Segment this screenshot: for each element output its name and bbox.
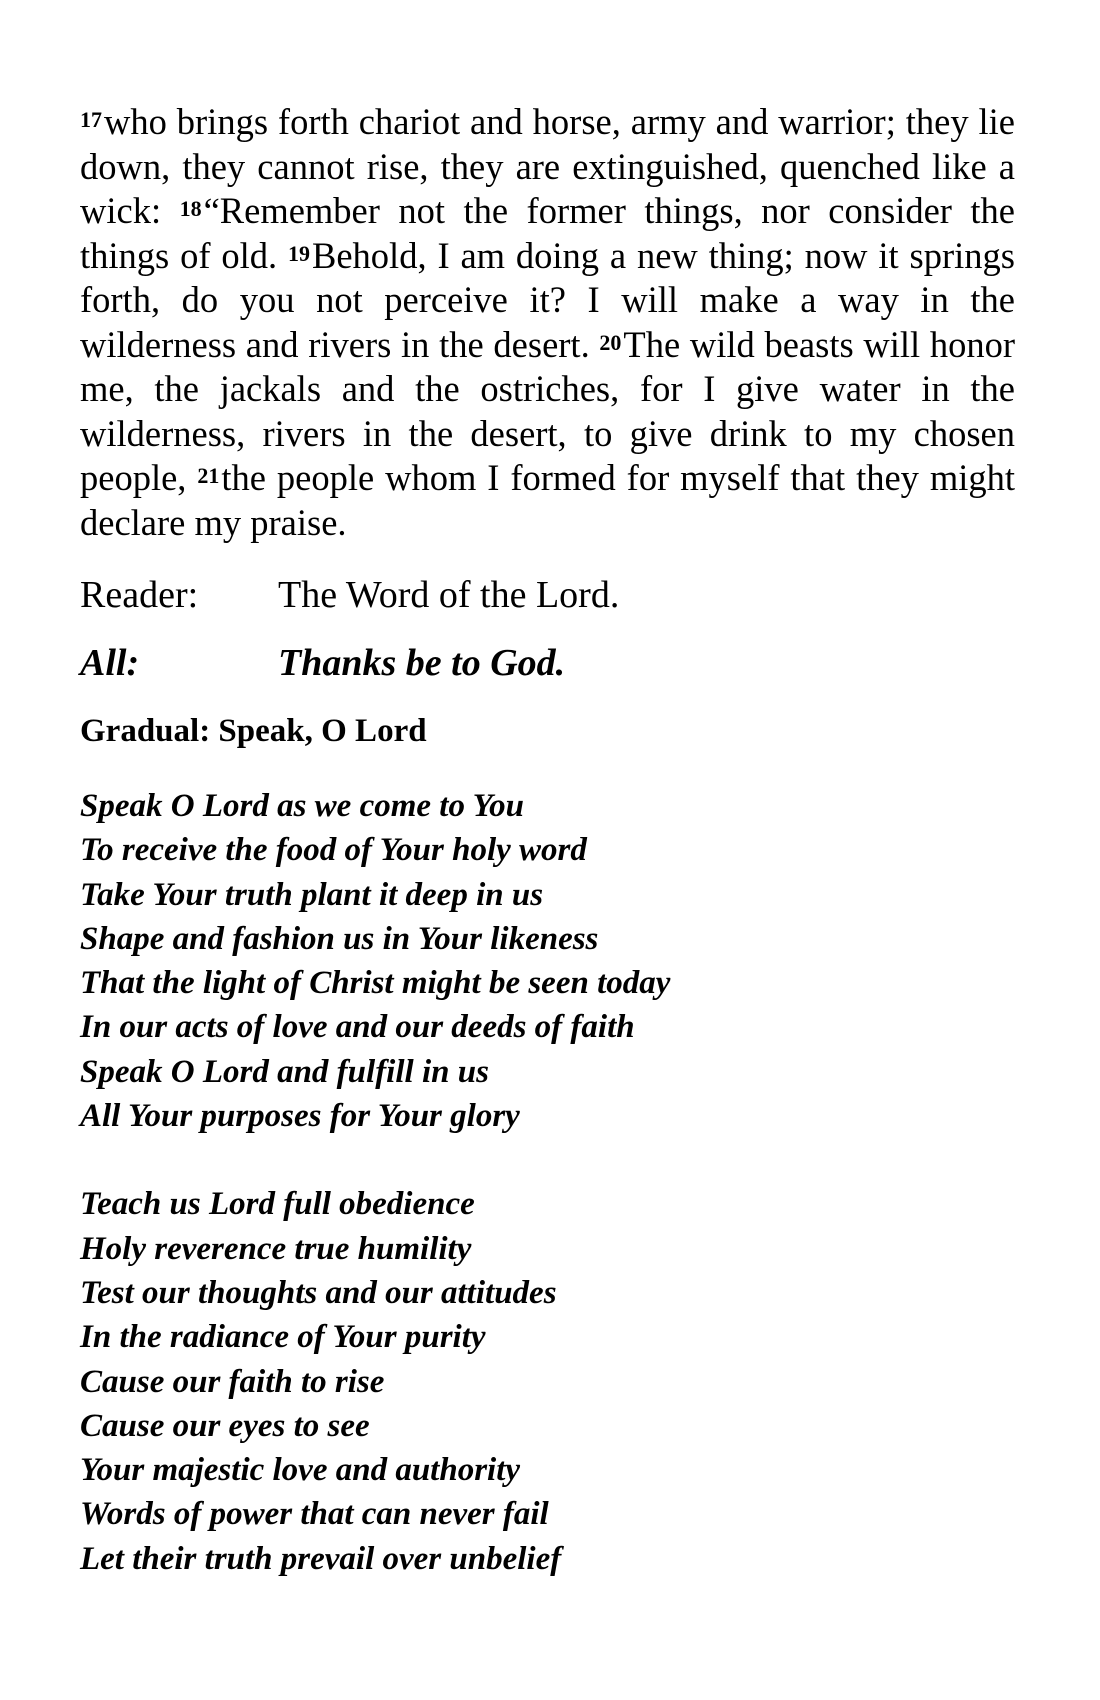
- verse-text: who brings forth chariot and horse, army and warrior; they lie down, they cannot rise, they are extinguished, quenched like a wick:: [80, 101, 1015, 231]
- all-label: All:: [80, 642, 140, 684]
- hymn-line: Speak O Lord as we come to You: [80, 788, 524, 824]
- bulletin-page: [80, 100, 1015, 1581]
- hymn-line: Let their truth prevail over unbelief: [80, 1540, 562, 1577]
- hymn-line: In the radiance of Your purity: [80, 1319, 486, 1356]
- verse-number: 19: [288, 240, 311, 266]
- hymn-line: Cause our eyes to see: [80, 1407, 370, 1444]
- hymn-stanza-2: [80, 1182, 1015, 1581]
- verse-number: 17: [80, 107, 102, 132]
- reader-response: [80, 571, 1015, 619]
- scripture-reading: [80, 100, 1015, 545]
- verse-number: 20: [599, 329, 622, 355]
- hymn-line: To receive the food of Your holy word: [80, 832, 587, 869]
- verse-text: The wild beasts will honor me, the jackals and the ostriches, for I give water in the wilderness, rivers in the desert, to give drink to my chosen people,: [80, 323, 1016, 498]
- verse-text: Behold, I am doing a new thing; now it springs forth, do you not perceive it? I will make a way in the wilderness and rivers in the desert.: [80, 234, 1015, 365]
- gradual-heading: Gradual: Speak, O Lord: [80, 713, 427, 749]
- hymn-stanza-1: [80, 784, 1015, 1138]
- hymn-line: Take Your truth plant it deep in us: [80, 876, 544, 913]
- verse-text: the people whom I formed for myself that they might declare my praise.: [80, 457, 1016, 543]
- hymn-line: Test our thoughts and our attitudes: [80, 1274, 557, 1311]
- reader-label: Reader:: [80, 574, 199, 616]
- hymn-line: Cause our faith to rise: [80, 1363, 385, 1400]
- all-response: [80, 639, 1015, 687]
- hymn-line: Shape and fashion us in Your likeness: [80, 920, 599, 957]
- hymn-line: Words of power that can never fail: [80, 1496, 549, 1533]
- hymn-line: Holy reverence true humility: [80, 1230, 472, 1267]
- hymn-line: All Your purposes for Your glory: [80, 1098, 520, 1135]
- verse-number: 21: [197, 463, 220, 488]
- hymn-line: That the light of Christ might be seen today: [80, 965, 671, 1002]
- hymn-line: Speak O Lord and fulfill in us: [80, 1053, 489, 1090]
- hymn-line: Your majestic love and authority: [80, 1452, 521, 1489]
- verse-text: “Remember not the former things, nor consider the things of old.: [80, 190, 1016, 276]
- all-text: Thanks be to God.: [278, 642, 566, 684]
- reader-text: The Word of the Lord.: [278, 574, 620, 616]
- verse-number: 18: [179, 196, 202, 221]
- hymn-line: In our acts of love and our deeds of faith: [80, 1009, 635, 1046]
- hymn-line: Teach us Lord full obedience: [80, 1186, 475, 1223]
